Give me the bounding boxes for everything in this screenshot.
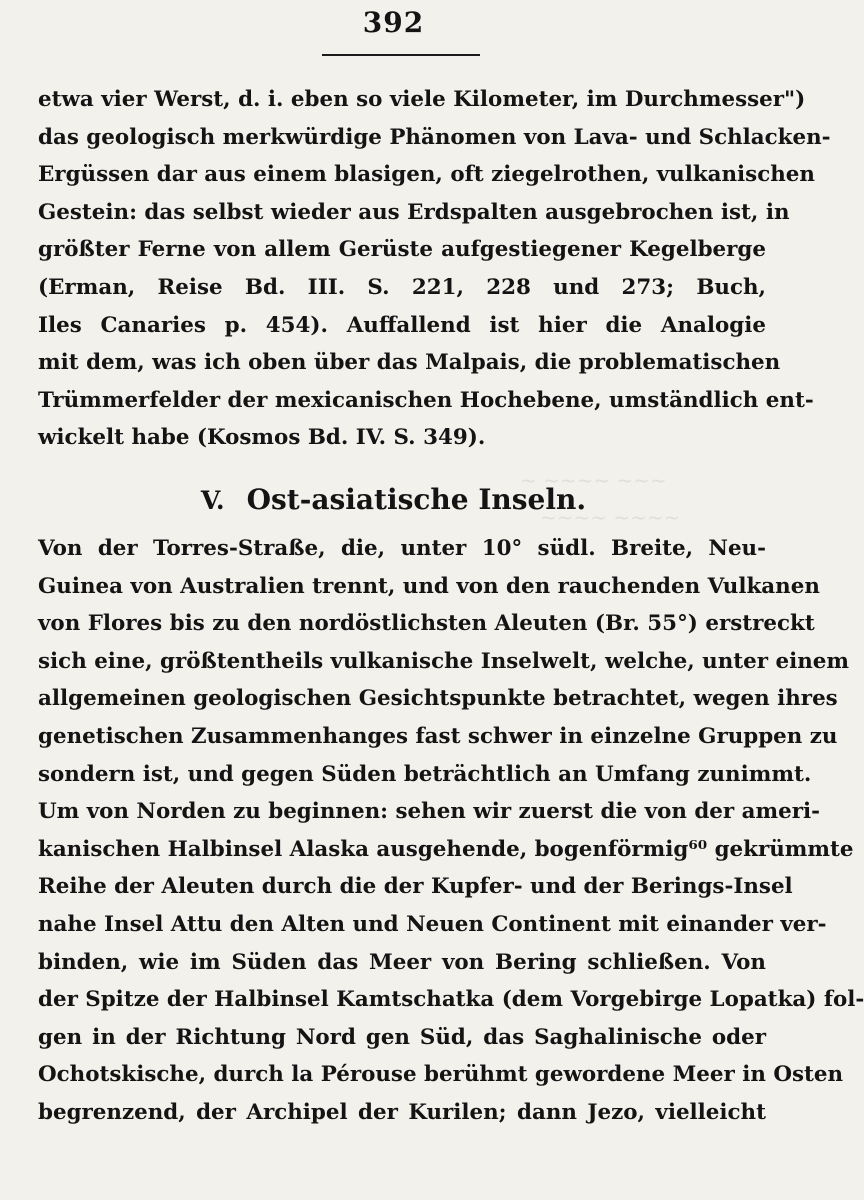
text-line: (Erman, Reise Bd. III. S. 221, 228 und 273; Buch,	[38, 274, 766, 300]
text-line: Guinea von Australien trennt, und von den rauchenden Vulkanen	[38, 573, 820, 599]
text-line: sondern ist, und gegen Süden beträchtlich an Umfang zunimmt.	[38, 761, 812, 787]
text-line: der Spitze der Halbinsel Kamtschatka (dem Vorgebirge Lopatka) fol-	[38, 987, 864, 1013]
text-line: wickelt habe (Kosmos Bd. IV. S. 349).	[38, 425, 486, 451]
text-line: allgemeinen geologischen Gesichtspunkte betrachtet, wegen ihres	[38, 686, 838, 712]
text-line: Ergüssen dar aus einem blasigen, oft ziegelrothen, vulkanischen	[38, 162, 815, 188]
bleed-through-mark: ~ ~~~~ ~~~	[520, 468, 667, 492]
bleed-through-mark: ~~~~ ~~~~	[540, 505, 681, 529]
text-line: kanischen Halbinsel Alaska ausgehende, bogenförmig⁶⁰ gekrümmte	[38, 836, 854, 862]
text-line: sich eine, größtentheils vulkanische Inselwelt, welche, unter einem	[38, 648, 850, 674]
text-line: größter Ferne von allem Gerüste aufgestiegener Kegelberge	[38, 237, 766, 263]
text-line: Von der Torres-Straße, die, unter 10° südl. Breite, Neu-	[38, 536, 766, 561]
text-line: nahe Insel Attu den Alten und Neuen Continent mit einander ver-	[38, 911, 827, 937]
page-number: 392	[362, 6, 425, 39]
text-line: das geologisch merkwürdige Phänomen von Lava- und Schlacken-	[38, 124, 831, 150]
section-heading	[0, 478, 787, 523]
text-line: gen in der Richtung Nord gen Süd, das Saghalinische oder	[38, 1024, 766, 1050]
text-line: Um von Norden zu beginnen: sehen wir zuerst die von der ameri-	[38, 799, 821, 825]
section-title: Ost-asiatische Inseln.	[246, 483, 587, 516]
text-line: Reihe der Aleuten durch die der Kupfer- und der Berings-Insel	[38, 874, 793, 900]
text-line: begrenzend, der Archipel der Kurilen; dann Jezo, vielleicht	[38, 1099, 766, 1125]
text-line: genetischen Zusammenhanges fast schwer in einzelne Gruppen zu	[38, 723, 838, 749]
text-line: von Flores bis zu den nordöstlichsten Aleuten (Br. 55°) erstreckt	[38, 611, 815, 637]
text-line: Trümmerfelder der mexicanischen Hochebene, umständlich ent-	[38, 387, 814, 413]
paragraph-2	[38, 530, 864, 1132]
text-line: Ochotskische, durch la Pérouse berühmt gewordene Meer in Osten	[38, 1062, 844, 1088]
text-line: Iles Canaries p. 454). Auffallend ist hier die Analogie	[38, 312, 766, 338]
text-line: binden, wie im Süden das Meer von Bering schließen. Von	[38, 949, 766, 975]
text-line: Gestein: das selbst wieder aus Erdspalten ausgebrochen ist, in	[38, 199, 790, 225]
header-rule	[322, 54, 480, 56]
text-line: mit dem, was ich oben über das Malpais, die problematischen	[38, 350, 781, 376]
text-line: etwa vier Werst, d. i. eben so viele Kilometer, im Durchmesser")	[38, 87, 806, 112]
section-number: V.	[200, 486, 225, 515]
paragraph-1	[38, 81, 831, 457]
